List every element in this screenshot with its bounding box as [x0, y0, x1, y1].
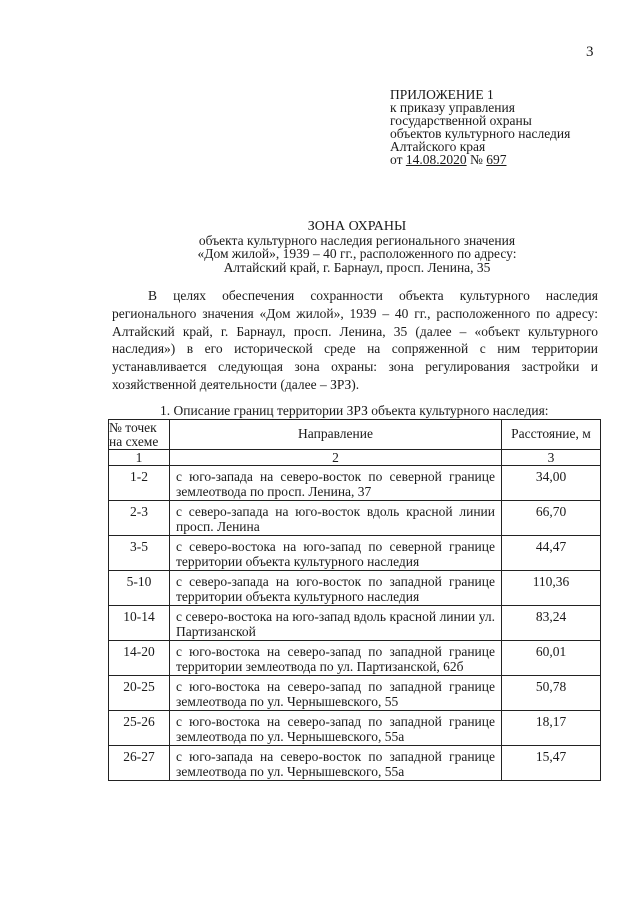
- header-points-line: № точек: [109, 420, 157, 435]
- row-direction: с юго-запада на северо-восток по западной границе землеотвода по ул. Чернышевского, 55а: [170, 746, 502, 781]
- header-direction: Направление: [170, 420, 502, 450]
- title-subline: «Дом жилой», 1939 – 40 гг., расположенного по адресу:: [197, 246, 517, 261]
- table-row: [109, 571, 601, 606]
- section-title: 1. Описание границ территории ЗРЗ объекта культурного наследия:: [160, 403, 549, 418]
- row-distance: 15,47: [502, 746, 601, 781]
- header-points-line: на схеме: [109, 433, 159, 449]
- appendix-order-line: к приказу управления: [390, 100, 515, 115]
- row-points: 2-3: [109, 501, 170, 536]
- row-points: 5-10: [109, 571, 170, 606]
- header-distance: Расстояние, м: [502, 420, 601, 450]
- row-distance: 110,36: [502, 571, 601, 606]
- row-distance: 50,78: [502, 676, 601, 711]
- row-distance: 34,00: [502, 466, 601, 501]
- date-prefix: от: [390, 152, 403, 167]
- table-row: [109, 746, 601, 781]
- row-points: 14-20: [109, 641, 170, 676]
- row-direction: с северо-запада на юго-восток вдоль красной линии просп. Ленина: [170, 501, 502, 536]
- row-points: 26-27: [109, 746, 170, 781]
- number-prefix: №: [469, 152, 483, 167]
- table-row: [109, 536, 601, 571]
- header-points: [109, 420, 170, 450]
- appendix-authority-line: объектов культурного наследия: [390, 126, 571, 141]
- title-heading: ЗОНА ОХРАНЫ: [307, 219, 407, 234]
- appendix-date-line: [390, 153, 570, 166]
- order-number: 697: [486, 152, 507, 167]
- intro-paragraph: В целях обеспечения сохранности объекта культурного наследия регионального значения «Дом жилой», 1939 – 40 гг., расположенного по адресу: Алтайский край, г. Барнаул, просп. Ленина, 35 (далее – «объект культурного наследия») в его исторической среде на сопряженной с ним территории устанавливается следующая зона охраны: зона регулирования застройки и хозяйственной деятельности (далее – ЗРЗ).: [112, 288, 598, 392]
- row-points: 10-14: [109, 606, 170, 641]
- document-title: [120, 220, 594, 274]
- row-distance: 66,70: [502, 501, 601, 536]
- appendix-header: [390, 88, 570, 166]
- title-subline: объекта культурного наследия регионального значения: [198, 232, 516, 248]
- boundary-table: [108, 419, 601, 781]
- row-points: 20-25: [109, 676, 170, 711]
- table-row: [109, 501, 601, 536]
- row-direction: с северо-востока на юго-запад по северной границе территории объекта культурного наследия: [170, 536, 502, 571]
- appendix-authority-line: Алтайского края: [390, 139, 486, 154]
- row-direction: с юго-востока на северо-запад по западной границе землеотвода по ул. Чернышевского, 55а: [170, 711, 502, 746]
- column-number-row: [109, 450, 601, 466]
- column-number: 1: [109, 450, 170, 466]
- row-distance: 18,17: [502, 711, 601, 746]
- row-direction: с юго-востока на северо-запад по западной границе территории землеотвода по ул. Партизанской, 62б: [170, 641, 502, 676]
- title-address: Алтайский край, г. Барнаул, просп. Ленина, 35: [223, 259, 491, 275]
- appendix-title: ПРИЛОЖЕНИЕ 1: [390, 87, 494, 102]
- row-direction: с северо-востока на юго-запад вдоль красной линии ул. Партизанской: [170, 606, 502, 641]
- table-header-row: [109, 420, 601, 450]
- row-direction: с юго-востока на северо-запад по западной границе землеотвода по ул. Чернышевского, 55: [170, 676, 502, 711]
- appendix-authority-line: государственной охраны: [390, 113, 532, 128]
- row-direction: с северо-запада на юго-восток по западной границе территории объекта культурного наследия: [170, 571, 502, 606]
- table-row: [109, 466, 601, 501]
- row-points: 3-5: [109, 536, 170, 571]
- row-distance: 83,24: [502, 606, 601, 641]
- row-direction: с юго-запада на северо-восток по северной границе землеотвода по просп. Ленина, 37: [170, 466, 502, 501]
- row-distance: 44,47: [502, 536, 601, 571]
- table-row: [109, 606, 601, 641]
- table-row: [109, 676, 601, 711]
- column-number: 2: [170, 450, 502, 466]
- column-number: 3: [502, 450, 601, 466]
- row-points: 1-2: [109, 466, 170, 501]
- table-row: [109, 711, 601, 746]
- row-distance: 60,01: [502, 641, 601, 676]
- table-row: [109, 641, 601, 676]
- row-points: 25-26: [109, 711, 170, 746]
- page-number: 3: [586, 44, 594, 60]
- order-date: 14.08.2020: [405, 152, 467, 167]
